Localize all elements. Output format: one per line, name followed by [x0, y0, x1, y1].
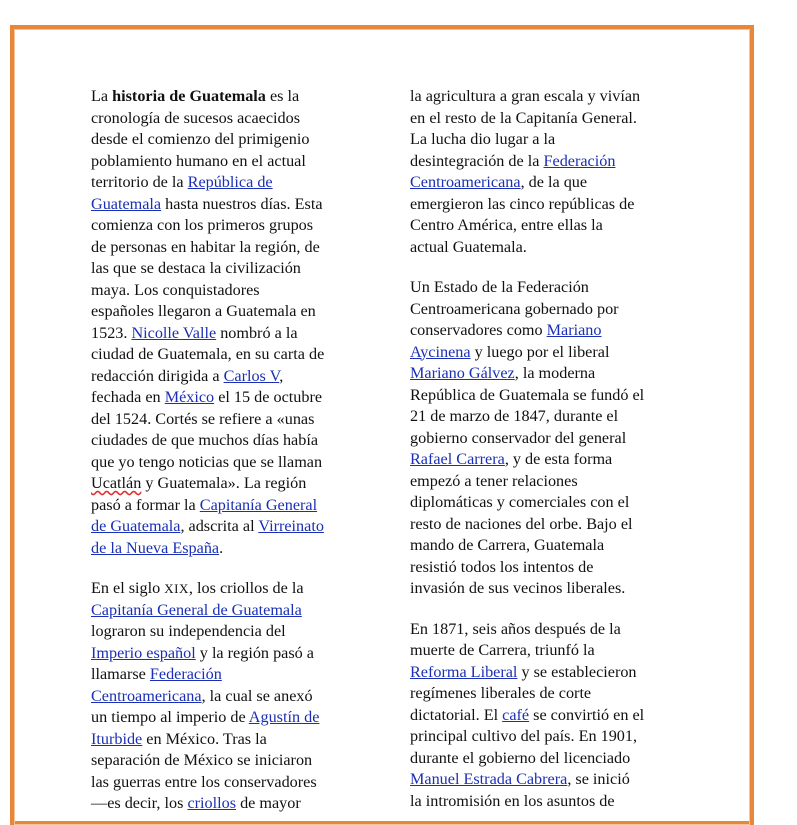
link-agustin-de-iturbide[interactable]: Agustín de: [248, 708, 320, 726]
text-line: ciudad de Guatemala, en su carta de: [91, 345, 325, 363]
text-line: Un Estado de la Federación: [410, 278, 589, 296]
text: , de la que: [520, 173, 588, 191]
link-mariano-aycinena[interactable]: Aycinena: [410, 342, 471, 361]
link-imperio-espanol[interactable]: Imperio español: [91, 643, 196, 662]
text: , adscrita al: [180, 517, 259, 535]
text-line: principal cultivo del país. En 1901,: [410, 727, 638, 745]
link-nicolle-valle[interactable]: Nicolle Valle: [131, 323, 217, 342]
text: el 15 de octubre: [214, 388, 323, 406]
text-line: desde el comienzo del primigenio: [91, 130, 310, 148]
link-capitania-general[interactable]: de Guatemala: [91, 517, 181, 535]
text: conservadores como: [410, 321, 547, 339]
text: se convirtió en el: [529, 705, 645, 724]
paragraph-independence: [91, 578, 324, 815]
text-line: separación de México se iniciaron: [91, 751, 313, 769]
text-line: regímenes liberales de corte: [410, 684, 592, 702]
link-virreinato[interactable]: Virreinato: [258, 517, 324, 535]
text: y Guatemala». La región: [141, 474, 307, 492]
text: , la cual se anexó: [201, 686, 313, 705]
text: 1523.: [91, 323, 132, 342]
text-line: empezó a tener relaciones: [410, 471, 578, 490]
link-manuel-estrada-cabrera[interactable]: Manuel Estrada Cabrera: [410, 770, 568, 788]
text-line: muerte de Carrera, triunfó la: [410, 641, 595, 659]
link-agustin-de-iturbide[interactable]: Iturbide: [91, 729, 143, 748]
text: un tiempo al imperio de: [91, 708, 249, 726]
text-line: la agricultura a gran escala y vivían: [410, 87, 641, 105]
link-mexico[interactable]: México: [164, 388, 215, 406]
paragraph-gap: [410, 258, 644, 277]
link-criollos[interactable]: criollos: [187, 794, 237, 812]
link-federacion-centroamericana[interactable]: Federación: [149, 665, 222, 683]
link-federacion-centroamericana[interactable]: Federación: [543, 151, 616, 170]
link-mariano-aycinena[interactable]: Mariano: [546, 321, 602, 339]
text: , la moderna: [514, 364, 596, 382]
roman-numeral: XIX: [164, 581, 189, 596]
link-republica-de-guatemala[interactable]: República de: [187, 173, 273, 191]
text-line: mando de Carrera, Guatemala: [410, 536, 605, 554]
text-line: del 1524. Cortés se refiere a «unas: [91, 409, 315, 428]
bold-title: historia de Guatemala: [112, 87, 266, 105]
text: llamarse: [91, 665, 150, 683]
text: fechada en: [91, 388, 165, 406]
text-line: lograron su independencia del: [91, 622, 286, 640]
text: dictatorial. El: [410, 705, 503, 724]
text-line: maya. Los conquistadores: [91, 280, 260, 299]
text-line: 21 de marzo de 1847, durante el: [410, 407, 619, 425]
text-line: comienza con los primeros grupos: [91, 216, 314, 234]
text: ,: [279, 366, 284, 385]
left-column: [91, 86, 324, 815]
link-capitania-general[interactable]: Capitanía General: [199, 495, 318, 514]
link-reforma-liberal[interactable]: Reforma Liberal: [410, 662, 518, 681]
text: , los criollos de la: [188, 579, 304, 597]
link-mariano-galvez[interactable]: Mariano Gálvez: [410, 364, 515, 382]
text: , y de esta forma: [504, 450, 613, 468]
text: en México. Tras la: [142, 729, 267, 748]
text-line: invasión de sus vecinos liberales.: [410, 579, 626, 597]
text: nombró a la: [216, 323, 298, 342]
text: , se inició: [567, 770, 630, 788]
text-line: cronología de sucesos acaecidos: [91, 108, 301, 127]
link-rafael-carrera[interactable]: Rafael Carrera: [410, 450, 505, 468]
text-line: la intromisión en los asuntos de: [410, 791, 615, 810]
text: La: [91, 87, 113, 105]
text-line: las guerras entre los conservadores: [91, 772, 317, 791]
text-line: españoles llegaron a Guatemala en: [91, 302, 316, 320]
text-line: resto de naciones del orbe. Bajo el: [410, 514, 633, 533]
paragraph-intro: [91, 86, 324, 559]
paragraph-estado: [410, 277, 644, 600]
spellcheck-word[interactable]: Ucatlán: [91, 474, 142, 492]
text-line: Centro América, entre ellas la: [410, 216, 603, 234]
text: hasta nuestros días. Esta: [161, 194, 323, 213]
text-line: las que se destaca la civilización: [91, 259, 301, 277]
text-line: que yo tengo noticias que se llaman: [91, 452, 323, 471]
text-line: Centroamericana gobernado por: [410, 299, 619, 318]
right-column: [410, 86, 644, 812]
text-line: diplomáticas y comerciales con el: [410, 493, 630, 511]
link-capitania-general-de-guatemala[interactable]: Capitanía General de Guatemala: [91, 600, 302, 619]
text-line: resistió todos los intentos de: [410, 557, 594, 576]
text: desintegración de la: [410, 151, 544, 170]
text-line: gobierno conservador del general: [410, 428, 627, 447]
text: territorio de la: [91, 173, 188, 191]
text: y se establecieron: [517, 662, 637, 681]
paragraph-continuation: [410, 86, 644, 258]
text-line: actual Guatemala.: [410, 237, 527, 256]
text-line: ciudades de que muchos días había: [91, 431, 319, 449]
link-cafe[interactable]: café: [502, 705, 530, 724]
link-carlos-v[interactable]: Carlos V: [223, 366, 280, 385]
link-republica-de-guatemala[interactable]: Guatemala: [91, 194, 162, 213]
link-virreinato[interactable]: de la Nueva España: [91, 538, 220, 557]
text-line: emergieron las cinco repúblicas de: [410, 194, 635, 213]
text-line: La lucha dio lugar a la: [410, 130, 556, 148]
text-line: En 1871, seis años después de la: [410, 619, 621, 638]
text: es la: [265, 87, 300, 105]
text-line: República de Guatemala se fundó el: [410, 385, 645, 404]
text: redacción dirigida a: [91, 366, 224, 385]
text: .: [219, 538, 224, 557]
text-line: en el resto de la Capitanía General.: [410, 108, 637, 127]
text: pasó a formar la: [91, 495, 200, 514]
paragraph-gap: [91, 559, 324, 578]
text-line: poblamiento humano en el actual: [91, 151, 306, 170]
paragraph-reforma: [410, 619, 644, 813]
link-federacion-centroamericana[interactable]: Centroamericana: [410, 173, 521, 191]
text: y la región pasó a: [195, 643, 314, 662]
text: y luego por el liberal: [470, 342, 610, 361]
link-federacion-centroamericana[interactable]: Centroamericana: [91, 686, 202, 705]
paragraph-gap: [410, 600, 644, 619]
text: —es decir, los: [91, 794, 188, 812]
text-line: durante el gobierno del licenciado: [410, 748, 631, 767]
text: En el siglo: [91, 579, 165, 597]
text-line: de personas en habitar la región, de: [91, 237, 320, 256]
text: de mayor: [236, 794, 301, 812]
